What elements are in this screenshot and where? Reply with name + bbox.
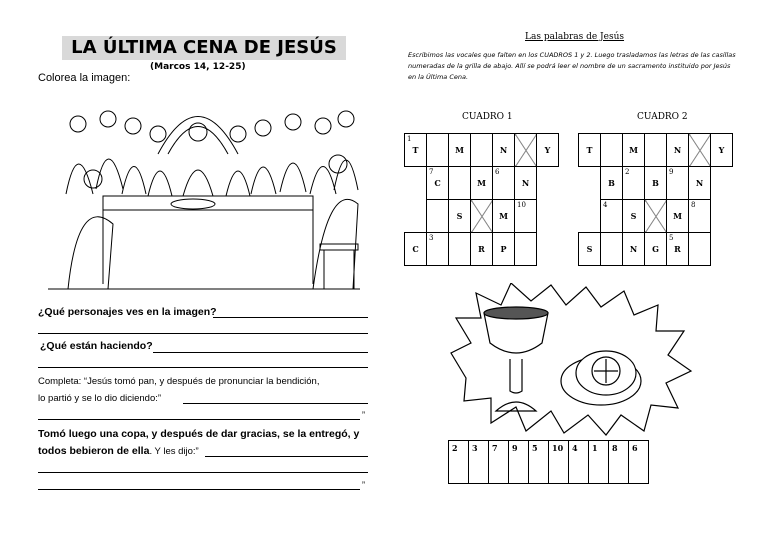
letter-cell[interactable] xyxy=(493,134,515,167)
cuadro2-grid xyxy=(578,133,733,266)
cell-letter: C xyxy=(434,178,441,188)
cuadro2-label: CUADRO 2 xyxy=(637,112,688,122)
letter-cell[interactable] xyxy=(493,200,515,233)
blank-cell[interactable] xyxy=(449,233,471,266)
blank-cell[interactable] xyxy=(493,167,515,200)
blank-cell[interactable] xyxy=(427,233,449,266)
grid-row xyxy=(405,200,559,233)
blank-cell[interactable] xyxy=(645,134,667,167)
cell-letter: N xyxy=(499,145,508,155)
last-supper-illustration xyxy=(48,84,360,306)
crossed-cell xyxy=(515,134,537,167)
blank-cell[interactable] xyxy=(427,200,449,233)
letter-cell[interactable] xyxy=(449,200,471,233)
cell-letter: S xyxy=(586,244,593,254)
answer-cell[interactable] xyxy=(569,441,589,484)
empty-cell xyxy=(579,167,601,200)
answer-cell-number: 4 xyxy=(572,443,578,453)
answer-cell-number: 5 xyxy=(532,443,538,453)
answer-cell[interactable] xyxy=(529,441,549,484)
letter-cell[interactable] xyxy=(601,167,623,200)
answer-line[interactable] xyxy=(153,352,368,353)
blank-cell[interactable] xyxy=(689,200,711,233)
cell-letter: N xyxy=(673,145,682,155)
coloring-instruction: Colorea la imagen: xyxy=(38,72,131,84)
answer-cell[interactable] xyxy=(449,441,469,484)
answer-cell[interactable] xyxy=(609,441,629,484)
letter-cell[interactable] xyxy=(579,134,601,167)
answer-cell-number: 1 xyxy=(592,443,598,453)
empty-cell xyxy=(405,167,427,200)
letter-cell[interactable] xyxy=(405,134,427,167)
blank-cell[interactable] xyxy=(689,233,711,266)
letter-cell[interactable] xyxy=(667,134,689,167)
cell-letter: Y xyxy=(544,145,551,155)
blank-cell[interactable] xyxy=(601,200,623,233)
answer-line[interactable] xyxy=(38,489,360,490)
cell-number: 10 xyxy=(517,201,526,209)
cell-letter: P xyxy=(500,244,507,254)
answer-line[interactable] xyxy=(38,333,368,334)
blank-cell[interactable] xyxy=(471,134,493,167)
answer-cell[interactable] xyxy=(489,441,509,484)
cell-number: 4 xyxy=(603,201,608,209)
answer-cell[interactable] xyxy=(629,441,649,484)
blank-cell[interactable] xyxy=(427,134,449,167)
cell-number: 5 xyxy=(669,234,674,242)
grid-row xyxy=(405,233,559,266)
complete-text-line2: lo partió y se lo dio diciendo:” xyxy=(38,393,162,404)
cell-letter: N xyxy=(695,178,704,188)
cell-letter: T xyxy=(586,145,593,155)
blank-cell[interactable] xyxy=(667,167,689,200)
bible-reference: (Marcos 14, 12-25) xyxy=(150,62,246,72)
letter-cell[interactable] xyxy=(623,233,645,266)
cup-text-line2 xyxy=(38,443,199,460)
cell-letter: M xyxy=(455,145,464,155)
blank-cell[interactable] xyxy=(601,233,623,266)
empty-cell xyxy=(711,167,733,200)
empty-cell xyxy=(405,200,427,233)
answer-cell-number: 2 xyxy=(452,443,458,453)
empty-cell xyxy=(537,233,559,266)
letter-cell[interactable] xyxy=(493,233,515,266)
blank-cell[interactable] xyxy=(515,233,537,266)
closing-quote: ” xyxy=(362,410,365,420)
cell-letter: N xyxy=(629,244,638,254)
cell-number: 7 xyxy=(429,168,434,176)
crossed-cell xyxy=(645,200,667,233)
complete-text-line1: Completa: “Jesús tomó pan, y después de pronunciar la bendición, xyxy=(38,376,320,387)
closing-quote: ” xyxy=(362,480,365,490)
letter-cell[interactable] xyxy=(471,167,493,200)
letter-cell[interactable] xyxy=(579,233,601,266)
blank-cell[interactable] xyxy=(449,167,471,200)
cell-letter: M xyxy=(477,178,486,188)
answer-line[interactable] xyxy=(38,419,360,420)
answer-cell[interactable] xyxy=(549,441,569,484)
cell-letter: Y xyxy=(718,145,725,155)
cell-number: 6 xyxy=(495,168,500,176)
letter-cell[interactable] xyxy=(623,200,645,233)
letter-cell[interactable] xyxy=(667,200,689,233)
empty-cell xyxy=(711,233,733,266)
cell-letter: C xyxy=(412,244,419,254)
letter-cell[interactable] xyxy=(645,233,667,266)
cell-letter: M xyxy=(673,211,682,221)
empty-cell xyxy=(537,167,559,200)
grid-row xyxy=(579,167,733,200)
cup-text-line1: Tomó luego una copa, y después de dar gracias, se la entregó, y xyxy=(38,428,360,440)
answer-line[interactable] xyxy=(38,367,368,368)
cell-number: 8 xyxy=(691,201,696,209)
letter-cell[interactable] xyxy=(471,233,493,266)
letter-cell[interactable] xyxy=(427,167,449,200)
cell-number: 9 xyxy=(669,168,674,176)
cell-letter: S xyxy=(630,211,637,221)
grid-row xyxy=(405,167,559,200)
question-actions: ¿Qué están haciendo? xyxy=(40,340,153,352)
cell-number: 2 xyxy=(625,168,630,176)
cuadro1-label: CUADRO 1 xyxy=(462,112,513,122)
letter-cell[interactable] xyxy=(667,233,689,266)
answer-cell-number: 9 xyxy=(512,443,518,453)
cup-text-bold: todos bebieron de ella xyxy=(38,445,150,457)
cuadro1-grid xyxy=(404,133,559,266)
letter-cell[interactable] xyxy=(623,134,645,167)
letter-cell[interactable] xyxy=(405,233,427,266)
answer-cell[interactable] xyxy=(469,441,489,484)
cell-letter: B xyxy=(652,178,659,188)
cell-letter: R xyxy=(674,244,681,254)
cell-letter: R xyxy=(478,244,485,254)
cell-number: 3 xyxy=(429,234,434,242)
answer-line[interactable] xyxy=(38,472,368,473)
letter-cell[interactable] xyxy=(449,134,471,167)
empty-cell xyxy=(579,200,601,233)
blank-cell[interactable] xyxy=(623,167,645,200)
crossed-cell xyxy=(471,200,493,233)
blank-cell[interactable] xyxy=(601,134,623,167)
answer-cell-number: 3 xyxy=(472,443,478,453)
grid-row xyxy=(579,233,733,266)
answer-cell-number: 8 xyxy=(612,443,618,453)
cell-letter: M xyxy=(499,211,508,221)
letter-cell[interactable] xyxy=(689,167,711,200)
answer-cell-number: 7 xyxy=(492,443,498,453)
letter-cell[interactable] xyxy=(537,134,559,167)
puzzle-title: Las palabras de Jesús xyxy=(525,32,625,42)
empty-cell xyxy=(711,200,733,233)
blank-cell[interactable] xyxy=(515,200,537,233)
worksheet-title: LA ÚLTIMA CENA DE JESÚS xyxy=(62,36,346,60)
cell-letter: G xyxy=(652,244,659,254)
answer-cell-number: 6 xyxy=(632,443,638,453)
empty-cell xyxy=(537,200,559,233)
letter-cell[interactable] xyxy=(515,167,537,200)
answer-cell[interactable] xyxy=(509,441,529,484)
grid-row xyxy=(579,200,733,233)
cell-letter: N xyxy=(521,178,530,188)
answer-grid xyxy=(448,440,649,484)
cell-letter: T xyxy=(412,145,419,155)
cell-letter: B xyxy=(608,178,615,188)
answer-line[interactable] xyxy=(205,456,368,457)
question-characters: ¿Qué personajes ves en la imagen? xyxy=(38,306,217,318)
cell-letter: S xyxy=(456,211,463,221)
cup-text-normal: . Y les dijo:” xyxy=(149,446,199,457)
letter-cell[interactable] xyxy=(645,167,667,200)
letter-cell[interactable] xyxy=(711,134,733,167)
puzzle-instructions: Escribimos las vocales que falten en los CUADROS 1 y 2. Luego trasladamos las letras de las casillas numeradas de la grilla de abajo. Allí se podrá leer el nombre de un sacramento instituido por Jesús en la Última Cena. xyxy=(408,51,736,81)
grid-row xyxy=(405,134,559,167)
grid-row xyxy=(579,134,733,167)
answer-cell[interactable] xyxy=(589,441,609,484)
answer-line[interactable] xyxy=(183,403,368,404)
answer-cell-number: 10 xyxy=(552,443,564,453)
cell-number: 1 xyxy=(407,135,412,143)
crossed-cell xyxy=(689,134,711,167)
cell-letter: M xyxy=(629,145,638,155)
answer-line[interactable] xyxy=(213,317,368,318)
chalice-and-host-illustration xyxy=(446,283,696,438)
